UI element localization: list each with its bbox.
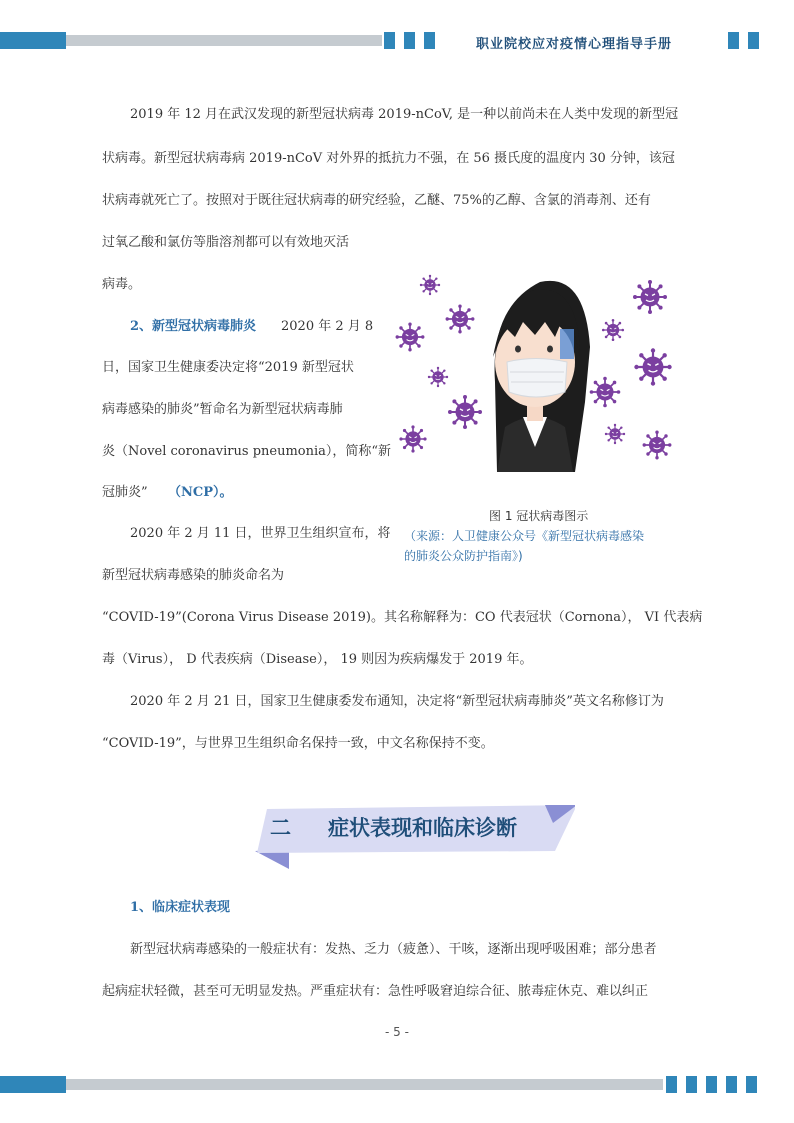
para1-line2: 状病毒。新型冠状病毒病 2019-nCoV 对外界的抵抗力不强，在 56 摄氏度的温度内 30 分钟，该冠 bbox=[102, 151, 675, 166]
figure-source-line1: （来源：人卫健康公众号《新型冠状病毒感染 bbox=[404, 529, 645, 543]
section2-line4: 炎（Novel coronavirus pneumonia），简称“新 bbox=[102, 444, 392, 459]
para1-line4: 过氧乙酸和氯仿等脂溶剂都可以有效地灭活 bbox=[102, 235, 350, 250]
para4-line2: “COVID-19”，与世界卫生组织命名保持一致，中文名称保持不变。 bbox=[102, 736, 494, 751]
header-square bbox=[424, 32, 435, 49]
para3-line2: 新型冠状病毒感染的肺炎命名为 bbox=[102, 568, 285, 583]
header-square bbox=[404, 32, 415, 49]
footer-square bbox=[726, 1076, 737, 1093]
ncp-abbrev: （NCP）。 bbox=[168, 485, 233, 500]
header-square bbox=[748, 32, 759, 49]
para1-line5: 病毒。 bbox=[102, 277, 142, 292]
section2-line3: 病毒感染的肺炎”暂命名为新型冠状病毒肺 bbox=[102, 402, 343, 417]
footer-square bbox=[706, 1076, 717, 1093]
page-number: - 5 - bbox=[385, 1025, 409, 1039]
banner-number: 二 bbox=[270, 816, 291, 840]
section2-line2: 日，国家卫生健康委决定将“2019 新型冠状 bbox=[102, 360, 354, 375]
header-square bbox=[728, 32, 739, 49]
footer-bar-gray bbox=[66, 1079, 663, 1090]
footer-square bbox=[666, 1076, 677, 1093]
para1-line1: 2019 年 12 月在武汉发现的新型冠状病毒 2019-nCoV, 是一种以前尚未在人类中发现的新型冠 bbox=[130, 107, 679, 122]
footer-bar-left bbox=[0, 1076, 66, 1093]
para4-line1: 2020 年 2 月 21 日，国家卫生健康委发布通知，决定将“新型冠状病毒肺炎”英文名称修订为 bbox=[130, 694, 664, 709]
banner-title: 症状表现和临床诊断 bbox=[328, 816, 517, 840]
header-bar-left bbox=[0, 32, 66, 49]
para3-line1: 2020 年 2 月 11 日，世界卫生组织宣布，将 bbox=[130, 526, 391, 541]
header-title: 职业院校应对疫情心理指导手册 bbox=[476, 37, 673, 52]
section-heading: 2、新型冠状病毒肺炎 bbox=[130, 319, 257, 334]
para1-line3: 状病毒就死亡了。按照对于既往冠状病毒的研究经验，乙醚、75%的乙醇、含氯的消毒剂、还有 bbox=[102, 193, 651, 208]
para3-line4: 毒（Virus）， D 代表疾病（Disease）， 19 则因为疾病爆发于 2019 年。 bbox=[102, 652, 533, 667]
para5-line2: 起病症状轻微，甚至可无明显发热。严重症状有：急性呼吸窘迫综合征、脓毒症休克、难以纠正 bbox=[102, 984, 649, 999]
header-bar-gray bbox=[66, 35, 382, 46]
virus-illustration bbox=[395, 267, 695, 472]
footer-square bbox=[686, 1076, 697, 1093]
para5-line1: 新型冠状病毒感染的一般症状有：发热、乏力（疲惫）、干咳，逐渐出现呼吸困难；部分患者 bbox=[130, 942, 657, 957]
footer-square bbox=[746, 1076, 757, 1093]
figure-caption: 图 1 冠状病毒图示 bbox=[489, 509, 589, 523]
subsection-heading: 1、临床症状表现 bbox=[130, 900, 231, 915]
para3-line3: “COVID-19”(Corona Virus Disease 2019)。其名称解释为：CO 代表冠状（Cornona）， VI 代表病 bbox=[102, 610, 703, 625]
section2-line1: 2020 年 2 月 8 bbox=[281, 319, 374, 334]
figure-source-line2: 的肺炎公众防护指南》) bbox=[404, 549, 523, 563]
section2-line5: 冠肺炎” bbox=[102, 485, 148, 500]
header-square bbox=[384, 32, 395, 49]
